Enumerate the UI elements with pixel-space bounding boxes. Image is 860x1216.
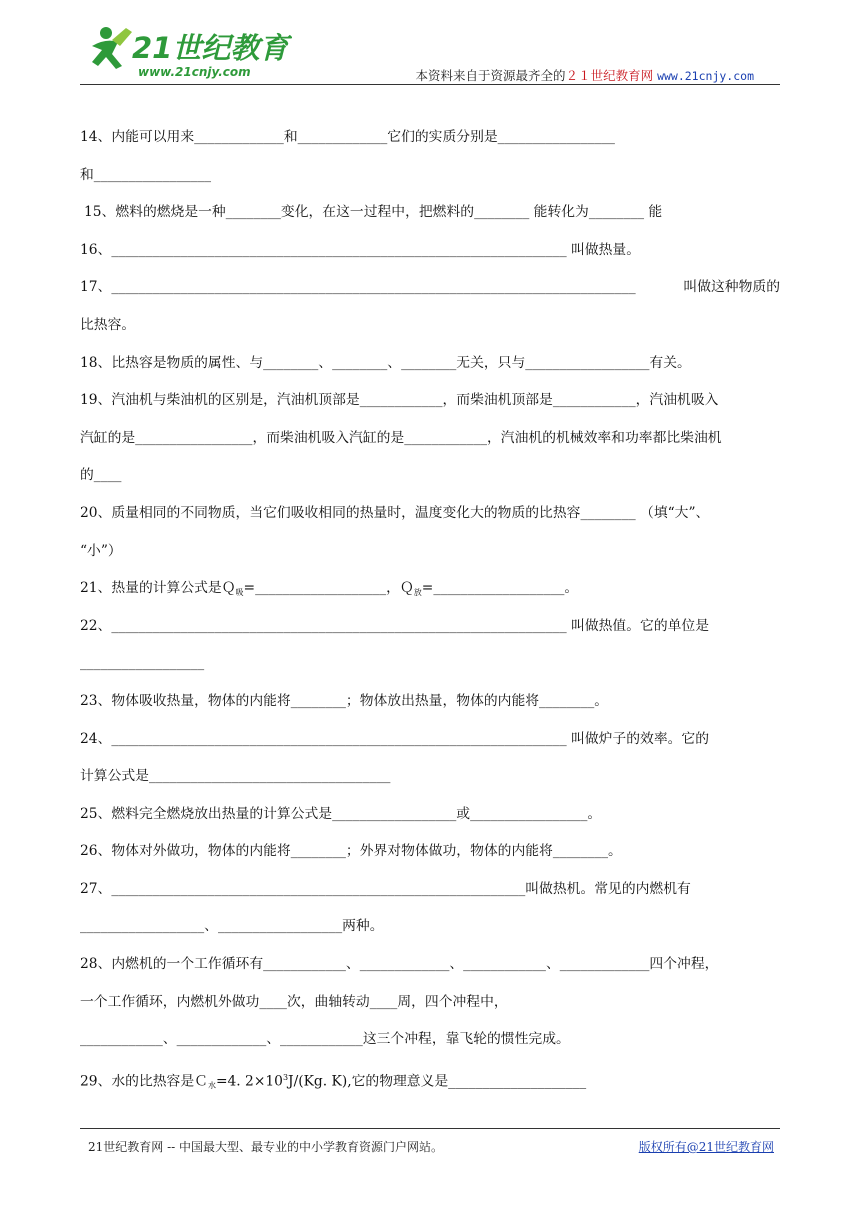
subscript-absorb: 吸 [235,588,244,598]
footer-copyright-link[interactable]: 版权所有@21世纪教育网 [638,1140,774,1154]
question-20-cont: “小”） [80,542,122,559]
question-17-part2: 叫做这种物质的 [683,279,780,296]
logo-url: www.21cnjy.com [138,65,251,79]
question-22-cont: __________________ [80,655,205,672]
question-20: 20、质量相同的不同物质，当它们吸收相同的热量时，温度变化大的物质的比热容________ （填“大”、 [80,504,710,521]
subscript-release: 放 [413,588,422,598]
question-14: 14、内能可以用来_____________和_____________它们的实质分别是_________________ [80,129,615,145]
question-24: 24、__________________________________________________________________ 叫做炉子的效率。它的 [80,730,710,747]
subscript-water: 水 [207,1081,216,1091]
question-28-end: ____________、_____________、____________这三个冲程，靠飞轮的惯性完成。 [80,1031,570,1048]
question-28-cont: 一个工作循环，内燃机外做功____次，曲轴转动____周，四个冲程中， [80,993,508,1010]
header-note-accent: ２１世纪教育网 [565,68,654,83]
question-25: 25、燃料完全燃烧放出热量的计算公式是__________________或_________________。 [80,805,602,822]
question-26: 26、物体对外做功，物体的内能将________；外界对物体做功，物体的内能将________。 [80,843,622,860]
question-17-cont: 比热容。 [80,316,136,333]
question-17 [80,269,780,307]
question-19: 19、汽油机与柴油机的区别是，汽油机顶部是____________，而柴油机顶部是____________，汽油机吸入 [80,392,719,409]
question-29 [80,1059,780,1097]
question-29-part3: J/(Kg. K),它的物理意义是____________________ [288,1073,587,1090]
question-28: 28、内燃机的一个工作循环有____________、_____________、____________、_____________四个冲程， [80,956,719,973]
question-14-cont: 和_________________ [80,166,212,183]
logo-text: 21世纪教育 [132,31,289,65]
question-21-part2: =___________________，Ｑ [243,580,414,597]
footer-rule [80,1128,780,1129]
question-21-part3: =___________________。 [421,580,579,597]
question-29-part1: 29、水的比热容是Ｃ [80,1073,208,1090]
question-29-part2: =4. 2×10 [215,1073,283,1090]
superscript-exponent: 3 [282,1072,289,1082]
question-19-cont: 汽缸的是_________________，而柴油机吸入汽缸的是____________，汽油机的机械效率和功率都比柴油机 [80,429,722,446]
header-rule [80,84,780,85]
header-note-url[interactable]: www.21cnjy.com [657,69,754,83]
question-23: 23、物体吸收热量，物体的内能将________；物体放出热量，物体的内能将________。 [80,692,609,709]
question-21-part1: 21、热量的计算公式是Ｑ [80,580,236,597]
runner-icon [92,27,132,69]
question-18: 18、比热容是物质的属性、与________、________、________无关，只与__________________有关。 [80,354,691,371]
header-note-prefix: 本资料来自于资源最齐全的 [415,68,566,83]
question-list [80,119,780,1096]
question-27-cont: __________________、__________________两种。 [80,918,384,935]
question-19-end: 的____ [80,467,122,484]
question-15: 15、燃料的燃烧是一种________变化，在这一过程中，把燃料的________ 能转化为________ 能 [84,204,663,221]
site-logo [82,20,292,84]
header-note [416,66,754,84]
question-17-part1: 17、____________________________________________________________________________ [80,279,636,296]
question-22: 22、__________________________________________________________________ 叫做热值。它的单位是 [80,617,710,634]
question-27: 27、____________________________________________________________叫做热机。常见的内燃机有 [80,880,691,897]
question-21 [80,570,780,608]
footer-text: 21世纪教育网 -- 中国最大型、最专业的中小学教育资源门户网站。 [88,1140,444,1154]
question-24-cont: 计算公式是___________________________________ [80,768,391,785]
question-16: 16、__________________________________________________________________ 叫做热量。 [80,241,641,258]
